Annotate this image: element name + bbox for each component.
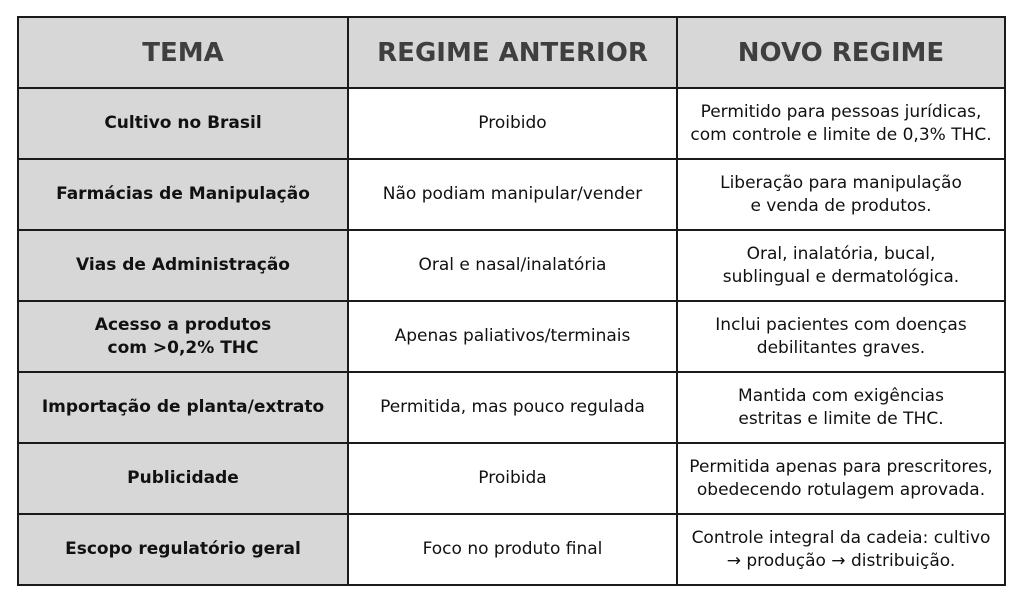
regime-anterior-cell-line: Oral e nasal/inalatória [418,255,607,276]
tema-cell [18,159,348,230]
novo-regime-cell-line: → produção → distribuição. [726,550,956,571]
table-row [18,443,1005,514]
novo-regime-cell-line: sublingual e dermatológica. [722,266,960,287]
regime-anterior-cell-line: Não podiam manipular/vender [382,184,643,205]
tema-cell [18,230,348,301]
novo-regime-cell [677,514,1005,585]
novo-regime-cell-line: e venda de produtos. [750,195,932,216]
regime-anterior-cell [348,443,677,514]
novo-regime-cell-line: Permitido para pessoas jurídicas, [700,102,982,123]
tema-cell-line: Importação de planta/extrato [41,397,325,418]
tema-cell [18,443,348,514]
regime-anterior-cell [348,301,677,372]
regime-anterior-cell [348,372,677,443]
table-body [18,88,1005,585]
tema-cell-line: Cultivo no Brasil [104,113,262,134]
novo-regime-cell-line: Liberação para manipulação [720,173,962,194]
table-row [18,301,1005,372]
regime-anterior-cell-line: Proibida [478,468,547,489]
novo-regime-cell-line: Mantida com exigências [738,386,944,407]
table-row [18,159,1005,230]
tema-cell-line: Acesso a produtos [94,315,272,336]
novo-regime-cell [677,88,1005,159]
header-row [18,17,1005,88]
regime-comparison-table [17,16,1006,586]
header-novo-regime: NOVO REGIME [677,17,1005,88]
tema-cell [18,514,348,585]
novo-regime-cell [677,230,1005,301]
tema-cell-line: Farmácias de Manipulação [56,184,310,205]
tema-cell-line: Vias de Administração [76,255,290,276]
regime-anterior-cell-line: Apenas paliativos/terminais [394,326,631,347]
regime-anterior-cell [348,159,677,230]
novo-regime-cell-line: obedecendo rotulagem aprovada. [696,479,986,500]
regime-anterior-cell-line: Foco no produto final [422,539,603,560]
table-row [18,230,1005,301]
tema-cell-line: com >0,2% THC [107,337,259,358]
table-row [18,88,1005,159]
tema-cell [18,372,348,443]
header-tema: TEMA [18,17,348,88]
regime-anterior-cell-line: Permitida, mas pouco regulada [380,397,645,418]
novo-regime-cell [677,443,1005,514]
novo-regime-cell [677,159,1005,230]
header-regime-anterior: REGIME ANTERIOR [348,17,677,88]
novo-regime-cell [677,301,1005,372]
novo-regime-cell-line: Inclui pacientes com doenças [715,315,967,336]
regime-anterior-cell [348,88,677,159]
novo-regime-cell-line: estritas e limite de THC. [738,408,944,429]
tema-cell [18,301,348,372]
table-row [18,514,1005,585]
tema-cell [18,88,348,159]
regime-anterior-cell [348,514,677,585]
table-row [18,372,1005,443]
regime-anterior-cell [348,230,677,301]
novo-regime-cell-line: Oral, inalatória, bucal, [746,244,936,265]
novo-regime-cell-line: debilitantes graves. [756,337,926,358]
regime-anterior-cell-line: Proibido [478,113,547,134]
novo-regime-cell-line: Controle integral da cadeia: cultivo [691,528,991,549]
tema-cell-line: Publicidade [127,468,239,489]
novo-regime-cell-line: Permitida apenas para prescritores, [689,457,993,478]
novo-regime-cell-line: com controle e limite de 0,3% THC. [690,124,992,145]
tema-cell-line: Escopo regulatório geral [65,539,301,560]
novo-regime-cell [677,372,1005,443]
